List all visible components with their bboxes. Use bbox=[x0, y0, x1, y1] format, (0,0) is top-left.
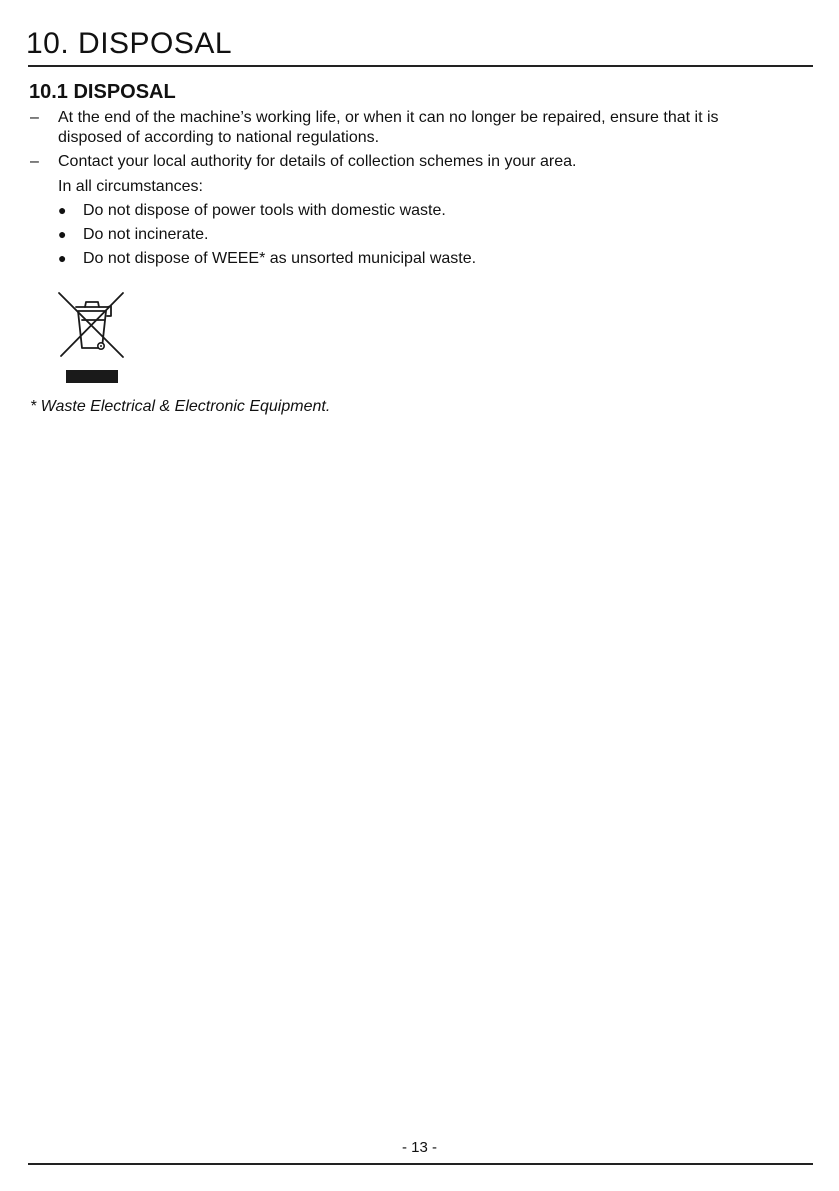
dash-marker: – bbox=[30, 109, 39, 126]
bullet-item: Do not incinerate. bbox=[83, 226, 209, 243]
dash-item-line: disposed of according to national regulations. bbox=[58, 129, 380, 146]
footnote: * Waste Electrical & Electronic Equipment. bbox=[30, 398, 331, 415]
dash-marker: – bbox=[30, 153, 39, 170]
bullet-item: Do not dispose of WEEE* as unsorted municipal waste. bbox=[83, 250, 477, 267]
footer-divider bbox=[28, 1163, 813, 1165]
page-title: 10. DISPOSAL bbox=[26, 27, 233, 60]
section-heading: 10.1 DISPOSAL bbox=[29, 81, 176, 103]
dash-item-line: At the end of the machine’s working life, or when it can no longer be repaired, ensure that it is bbox=[58, 109, 719, 126]
title-divider bbox=[28, 65, 813, 67]
crossed-out-wheelie-bin-icon bbox=[56, 290, 126, 385]
bullet-marker: ● bbox=[58, 202, 67, 218]
bullet-marker: ● bbox=[58, 226, 67, 242]
dash-item-line: Contact your local authority for details of collection schemes in your area. bbox=[58, 153, 577, 170]
bullet-item: Do not dispose of power tools with domestic waste. bbox=[83, 202, 446, 219]
circumstances-intro: In all circumstances: bbox=[58, 178, 203, 195]
bullet-marker: ● bbox=[58, 250, 67, 266]
page-number: - 13 - bbox=[401, 1139, 437, 1156]
